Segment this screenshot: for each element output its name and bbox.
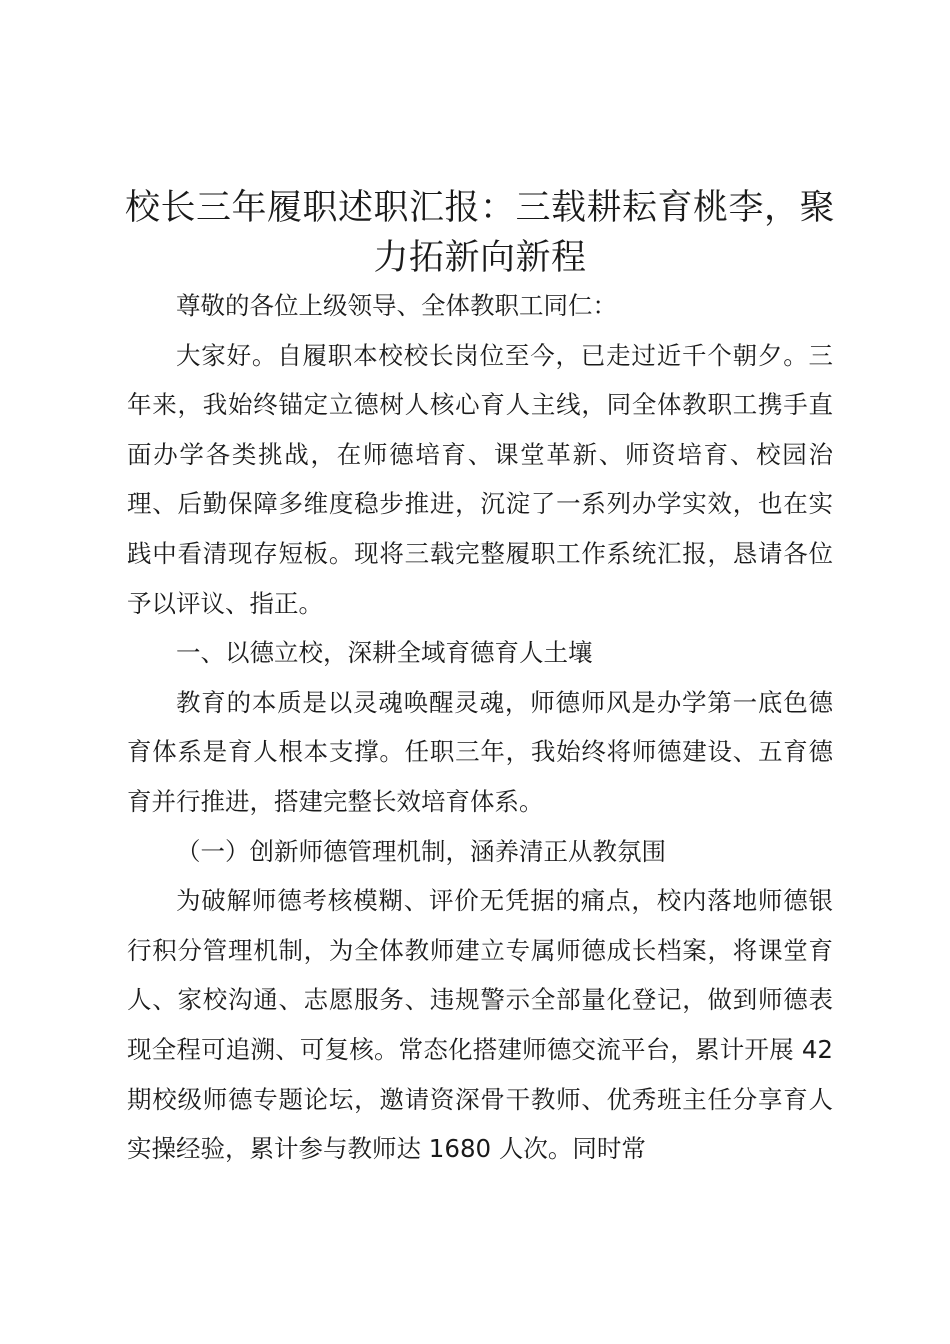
document-title: 校长三年履职述职汇报：三载耕耘育桃李，聚力拓新向新程 bbox=[124, 188, 835, 278]
subsection-1-paragraph: 为破解师德考核模糊、评价无凭据的痛点，校内落地师德银行积分管理机制，为全体教师建立专属师德成长档案，将课堂育人、家校沟通、志愿服务、违规警示全部量化登记，做到师德表现全程可追溯、可复核。常态化搭建师德交流平台，累计开展 42 期校级师德专题论坛，邀请资深骨干教师、优秀班主任分享育人实操经验，累计参与教师达 1680 人次。同时常 bbox=[127, 886, 833, 1164]
section-1-intro-paragraph: 教育的本质是以灵魂唤醒灵魂，师德师风是办学第一底色德育体系是育人根本支撑。任职三年，我始终将师德建设、五育德育并行推进，搭建完整长效培育体系。 bbox=[127, 687, 833, 816]
subsection-heading-1: （一）创新师德管理机制，涵养清正从教氛围 bbox=[176, 836, 666, 866]
section-heading-1: 一、以德立校，深耕全域育德育人土壤 bbox=[176, 638, 593, 668]
document-body bbox=[127, 281, 833, 1174]
opening-paragraph: 大家好。自履职本校校长岗位至今，已走过近千个朝夕。三年来，我始终锚定立德树人核心育人主线，同全体教职工携手直面办学各类挑战，在师德培育、课堂革新、师资培育、校园治理、后勤保障多维度稳步推进，沉淀了一系列办学实效，也在实践中看清现存短板。现将三载完整履职工作系统汇报，恳请各位予以评议、指正。 bbox=[127, 340, 833, 618]
salutation: 尊敬的各位上级领导、全体教职工同仁： bbox=[176, 291, 617, 320]
